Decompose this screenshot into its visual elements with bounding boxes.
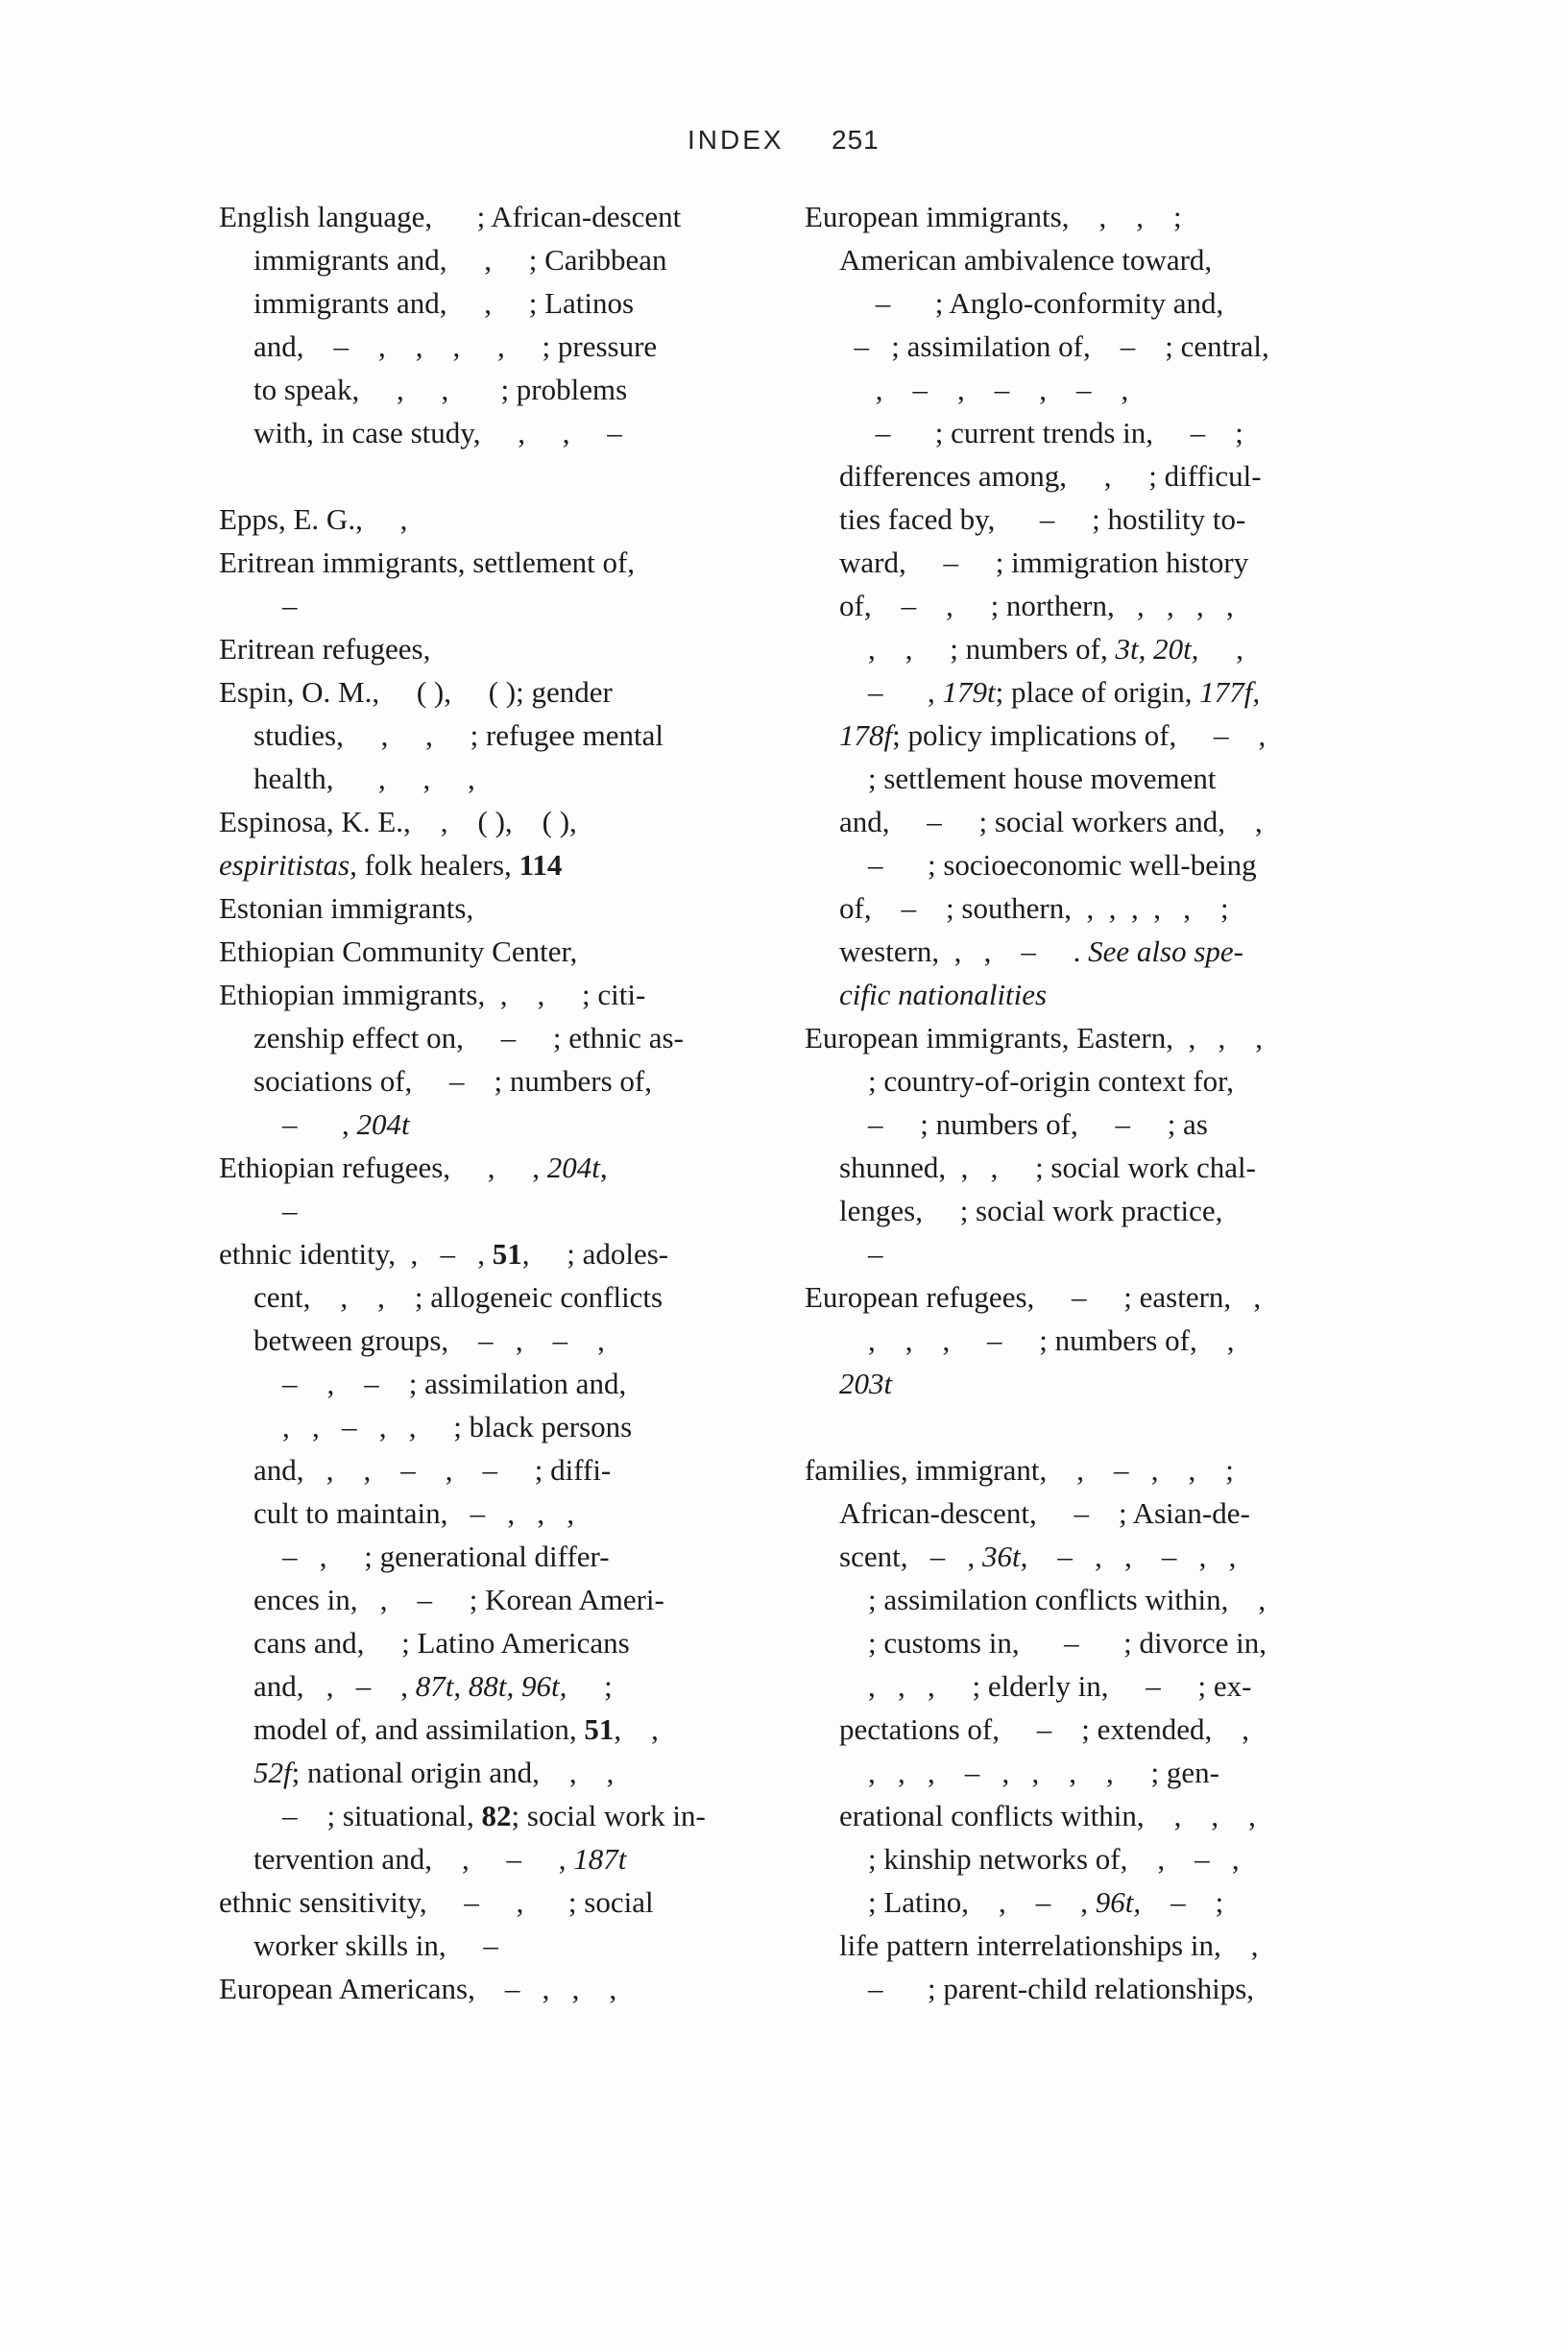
index-line [219,1708,795,1751]
index-text: European immigrants, Eastern, , , , [805,1021,1263,1055]
index-line [805,1880,1390,1924]
index-line [805,325,1390,368]
index-line [805,1708,1390,1751]
index-text: sociations of, – ; numbers of, [253,1064,653,1098]
index-line [805,238,1390,281]
index-line [219,1535,795,1578]
index-text: to speak, , , ; problems [253,373,628,406]
index-line [805,411,1390,454]
index-text: Ethiopian refugees, , , [219,1151,547,1184]
index-text: – , – ; assimilation and, [282,1367,627,1400]
index-text: ences in, , – ; Korean Ameri- [253,1583,664,1616]
index-line [219,1362,795,1405]
index-line [219,1448,795,1491]
index-text: – [868,1237,883,1271]
index-italic-ref: 204t, [546,1151,608,1184]
index-line [805,497,1390,541]
index-italic-ref: See also spe- [1088,934,1243,968]
index-line [805,1794,1390,1837]
running-head [0,125,1568,163]
index-line [805,1535,1390,1578]
index-line [219,757,795,800]
index-line [219,368,795,411]
index-line [805,757,1390,800]
index-text: cent, , , ; allogeneic conflicts [253,1280,663,1314]
index-line [805,1362,1390,1405]
index-line [805,195,1390,238]
index-text: – ; [1141,1885,1224,1919]
index-line [805,1751,1390,1794]
index-line [805,541,1390,584]
index-text: Ethiopian Community Center, [219,934,578,968]
index-text: western, , , – . [839,934,1089,968]
index-text: African-descent, – ; Asian-de- [839,1496,1250,1530]
index-text: – ; current trends in, – ; [868,416,1243,449]
index-line [219,281,795,325]
index-line [219,1103,795,1146]
index-line [805,1146,1390,1189]
index-text: Estonian immigrants, [219,891,474,925]
index-bold-ref: 114 [519,848,563,882]
index-text: ; [567,1669,613,1703]
index-text: , , , – ; numbers of, , [868,1323,1235,1357]
index-italic-ref: 187t [573,1842,627,1876]
index-line [805,627,1390,670]
index-text: Eritrean immigrants, settlement of, [219,546,636,579]
index-italic-ref: espiritistas, [219,848,357,882]
index-italic-ref: 203t [839,1367,893,1400]
index-line [805,1319,1390,1362]
index-line [219,1059,795,1103]
index-text: Eritrean refugees, [219,632,431,666]
index-line [219,541,795,584]
index-text: , [1198,632,1243,666]
index-text: worker skills in, – [253,1928,498,1962]
index-text: and, , , – , – ; diffi- [253,1453,612,1487]
index-text: health, , , , [253,762,475,795]
index-text: pectations of, – ; extended, , [839,1712,1250,1746]
index-italic-ref: 177f, [1199,675,1261,709]
index-text: English language, ; African-descent [219,200,682,233]
index-line [219,1016,795,1059]
index-line [805,1275,1390,1319]
index-text: scent, – , [839,1540,982,1573]
index-italic-ref: cific nationalities [839,978,1048,1011]
index-text: immigrants and, , ; Latinos [253,286,635,320]
index-text: – , ; generational differ- [282,1540,610,1573]
index-italic-ref: 96t, [1095,1885,1142,1919]
index-line [219,1189,795,1232]
index-text: – ; situational, [282,1799,482,1832]
index-line [219,627,795,670]
index-text: ; policy implications of, – , [892,718,1266,752]
index-text: zenship effect on, – ; ethnic as- [253,1021,684,1055]
index-line [219,1578,795,1621]
index-text: – ; socioeconomic well-being [868,848,1257,882]
blank-line [805,1405,1390,1448]
index-line [219,1837,795,1880]
blank-line [219,454,795,497]
running-head-title: INDEX [688,125,784,155]
index-text: cult to maintain, – , , , [253,1496,575,1530]
index-line [219,1275,795,1319]
index-text: model of, and assimilation, [253,1712,585,1746]
index-line [805,281,1390,325]
index-line [219,325,795,368]
index-italic-ref: 204t [356,1107,410,1141]
index-text: – ; assimilation of, – ; central, [839,329,1269,363]
index-line [219,1319,795,1362]
index-text: folk healers, [356,848,519,882]
index-text: ; kinship networks of, , – , [868,1842,1240,1876]
index-text: – , [282,1107,357,1141]
index-line [219,1924,795,1967]
index-line [219,1967,795,2010]
index-text: ; settlement house movement [868,762,1217,795]
index-text: ; Latino, , – , [868,1885,1096,1919]
index-text: shunned, , , ; social work chal- [839,1151,1256,1184]
index-line [805,1967,1390,2010]
index-line [219,1405,795,1448]
index-line [805,1189,1390,1232]
index-line [219,714,795,757]
index-line [805,843,1390,886]
index-line [805,973,1390,1016]
index-bold-ref: 51 [584,1712,615,1746]
index-line [805,1621,1390,1664]
index-line [805,1448,1390,1491]
index-line [219,930,795,973]
index-text: differences among, , ; difficul- [839,459,1262,493]
index-text: of, – , ; northern, , , , , [839,589,1234,622]
index-line [219,886,795,930]
index-italic-ref: 36t, [981,1540,1028,1573]
index-line [805,930,1390,973]
index-text: immigrants and, , ; Caribbean [253,243,667,277]
index-line [805,670,1390,714]
index-text: ; country-of-origin context for, [868,1064,1234,1098]
index-column-right [805,195,1390,2010]
index-text: – ; numbers of, – ; as [868,1107,1208,1141]
index-text: ; national origin and, , , [291,1756,615,1789]
index-text: European refugees, – ; eastern, , [805,1280,1262,1314]
index-text: of, – ; southern, , , , , , ; [839,891,1229,925]
index-line [805,368,1390,411]
index-italic-ref: 178f [839,718,893,752]
index-line [219,195,795,238]
index-text: studies, , , ; refugee mental [253,718,664,752]
index-italic-ref: 87t, 88t, 96t, [415,1669,567,1703]
index-text: – ; parent-child relationships, [868,1972,1255,2005]
index-line [219,973,795,1016]
index-text: , ; adoles- [521,1237,669,1271]
index-line [219,238,795,281]
index-text: Espinosa, K. E., , ( ), ( ), [219,805,577,838]
index-text: – [282,1194,298,1227]
index-line [805,714,1390,757]
index-column-left [219,195,795,2010]
index-line [219,1621,795,1664]
index-bold-ref: 82 [481,1799,512,1832]
index-text: life pattern interrelationships in, , [839,1928,1259,1962]
index-line [805,584,1390,627]
index-line [219,1751,795,1794]
index-text: lenges, ; social work practice, [839,1194,1223,1227]
index-line [219,1232,795,1275]
index-line [219,411,795,454]
index-line [805,1578,1390,1621]
index-text: American ambivalence toward, [839,243,1213,277]
index-text: erational conflicts within, , , , [839,1799,1256,1832]
index-text: between groups, – , – , [253,1323,605,1357]
index-text: , , [614,1712,659,1746]
index-text: , , , – , , , , ; gen- [868,1756,1219,1789]
index-text: – , , – , , [1027,1540,1237,1573]
index-text: Ethiopian immigrants, , , ; citi- [219,978,646,1011]
index-line [219,1880,795,1924]
index-italic-ref: 3t, 20t, [1115,632,1199,666]
index-line [219,843,795,886]
index-text: , , ; numbers of, [868,632,1116,666]
index-text: Epps, E. G., , [219,502,408,536]
index-line [805,1016,1390,1059]
index-text: ethnic sensitivity, – , ; social [219,1885,654,1919]
index-text: with, in case study, , , – [253,416,622,449]
index-line [805,800,1390,843]
index-text: European Americans, – , , , [219,1972,617,2005]
index-bold-ref: 51 [492,1237,522,1271]
index-text: – , [868,675,943,709]
index-line [805,1491,1390,1535]
index-text: – ; Anglo-conformity and, [868,286,1224,320]
index-text: families, immigrant, , – , , ; [805,1453,1234,1487]
index-text: – [282,589,298,622]
index-text: ties faced by, – ; hostility to- [839,502,1246,536]
index-line [805,1232,1390,1275]
index-line [219,1664,795,1708]
index-italic-ref: 52f [253,1756,292,1789]
index-line [805,1837,1390,1880]
index-line [805,1059,1390,1103]
index-line [805,1664,1390,1708]
index-text: and, – , , , , ; pressure [253,329,658,363]
index-text: tervention and, , – , [253,1842,574,1876]
index-line [219,1491,795,1535]
index-text: ; customs in, – ; divorce in, [868,1626,1267,1660]
index-line [219,670,795,714]
index-text: ethnic identity, , – , [219,1237,493,1271]
index-text: cans and, ; Latino Americans [253,1626,630,1660]
index-text: , , , ; elderly in, – ; ex- [868,1669,1252,1703]
index-text: and, – ; social workers and, , [839,805,1263,838]
index-line [219,800,795,843]
index-line [219,584,795,627]
index-text: , , – , , ; black persons [282,1410,633,1443]
index-italic-ref: 179t [942,675,996,709]
index-text: ward, – ; immigration history [839,546,1249,579]
index-line [805,1103,1390,1146]
index-text: ; place of origin, [995,675,1200,709]
index-text: ; assimilation conflicts within, , [868,1583,1266,1616]
index-line [805,1924,1390,1967]
page-number: 251 [832,125,880,155]
index-line [805,454,1390,497]
index-line [805,886,1390,930]
index-text: European immigrants, , , ; [805,200,1182,233]
index-text: and, , – , [253,1669,416,1703]
index-text: Espin, O. M., ( ), ( ); gender [219,675,613,709]
index-text: , – , – , – , [868,373,1129,406]
index-line [219,497,795,541]
index-line [219,1146,795,1189]
index-text: ; social work in- [511,1799,706,1832]
index-line [219,1794,795,1837]
